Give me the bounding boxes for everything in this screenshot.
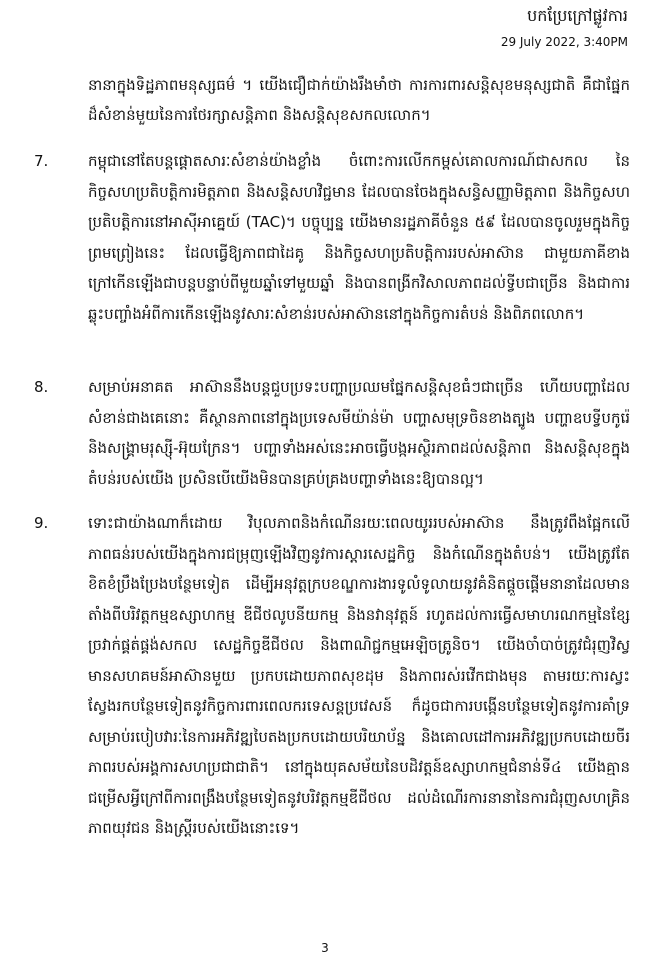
numbered-paragraph-7 (34, 146, 630, 329)
numbered-paragraph-8 (34, 372, 630, 494)
paragraph-number: 7. (34, 152, 49, 170)
paragraph-text: កម្ពុជានៅតែបន្តផ្តោតសារៈសំខាន់យ៉ាងខ្លាំង ចំពោះការលើកកម្ពស់គោលការណ៍ជាសកល នៃកិច្ចសហប្រតិបត្តិការមិត្តភាព និងសន្តិសហវិជ្ជមាន ដែលបានចែងក្នុងសន្ធិសញ្ញាមិត្តភាព និងកិច្ចសហប្រតិបត្តិការនៅអាស៊ីអាគ្នេយ៍ (TAC)។ បច្ចុប្បន្ន យើងមានរដ្ឋភាគីចំនួន ៥៩ ដែលបានចូលរួមក្នុងកិច្ចព្រមព្រៀងនេះ ដែលធ្វើឱ្យភាពជាដៃគូ និងកិច្ចសហប្រតិបត្តិការរបស់អាស៊ាន ជាមួយភាគីខាងក្រៅកើនឡើងជាបន្តបន្ទាប់ពីមួយឆ្នាំទៅមួយឆ្នាំ និងបានពង្រីកវិសាលភាពដល់ទ្វីបជាច្រើន និងជាការឆ្លុះបញ្ចាំងអំពីការកើនឡើងនូវសារៈសំខាន់របស់អាស៊ាននៅក្នុងកិច្ចការតំបន់ និងពិភពលោក។ (88, 152, 630, 323)
numbered-paragraph-9 (34, 508, 630, 844)
page-number: 3 (321, 941, 329, 955)
paragraph-text: សម្រាប់អនាគត អាស៊ាននឹងបន្តជួបប្រទះបញ្ហាប្រឈមផ្នែកសន្តិសុខធំៗជាច្រើន ហើយបញ្ហាដែលសំខាន់ជាងគេនោះ គឺស្ថានភាពនៅក្នុងប្រទេសមីយ៉ាន់ម៉ា បញ្ហាសមុទ្រចិនខាងត្បូង បញ្ហាឧបទ្វីបកូរ៉េ និងសង្គ្រាមរុស្ស៊ី-អ៊ុយក្រែន។ បញ្ហាទាំងអស់នេះអាចធ្វើបង្កអស្ថិរភាពដល់សន្តិភាព និងសន្តិសុខក្នុងតំបន់របស់យើង ប្រសិនបើយើងមិនបានគ្រប់គ្រងបញ្ហាទាំងនេះឱ្យបានល្អ។ (88, 378, 630, 488)
paragraph-text: ទោះជាយ៉ាងណាក៏ដោយ វិបុលភាពនិងកំណើនរយៈពេលយូររបស់អាស៊ាន នឹងត្រូវពឹងផ្អែកលើភាពធន់របស់យើងក្នុងការជម្រុញឡើងវិញនូវការស្តារសេដ្ឋកិច្ច និងកំណើនក្នុងតំបន់។ យើងត្រូវតែខិតខំប្រឹងប្រែងបន្ថែមទៀត ដើម្បីអនុវត្តក្របខណ្ឌការងារទូលំទូលាយនូវគំនិតផ្តួចផ្តើមនានាដែលមានតាំងពីបរិវត្តកម្មឧស្សាហកម្ម ឌីជីថលូបនីយកម្ម និងនវានុវត្តន៍ រហូតដល់ការធ្វើសមាហរណកម្មនៃខ្សែច្រវាក់ផ្គត់ផ្គង់សកល សេដ្ឋកិច្ចឌីជីថល និងពាណិជ្ជកម្មអេឡិចត្រូនិច។ យើងចាំបាច់ត្រូវជំរុញវិស្វមានសហគមន៍អាស៊ានមួយ ប្រកបដោយភាពសុខដុម និងភាពរស់រវើកជាងមុន តាមរយៈការស្វះស្វែងរកបន្ថែមទៀតនូវកិច្ចការពារពេលករទេសន្តប្រវេសន៍ ក៏ដូចជាការបង្កើនបន្ថែមទៀតនូវការគាំទ្រសម្រាប់របៀបវារៈនៃការអភិវឌ្ឍបៃតងប្រកបដោយបរិយាប័ន្ន និងគោលដៅការអភិវឌ្ឍប្រកបដោយចីរភាពរបស់អង្គការសហប្រជាជាតិ។ នៅក្នុងយុគសម័យនៃបដិវត្តន៍ឧស្សាហកម្មជំនាន់ទី៤ យើងគ្មានជម្រើសអ្វីក្រៅពីការពង្រឹងបន្ថែមទៀតនូវបរិវត្តកម្មឌីជីថល ដល់ដំណើរការនានានៃការជំរុញសហគ្រិនភាពយុវជន និងស្ត្រីរបស់យើងនោះទេ។ (88, 514, 630, 837)
continued-paragraph: នានាក្នុងទិដ្ឋភាពមនុស្សធម៌ ។ យើងជឿជាក់យ៉ាងរឹងមាំថា ការការពារសន្តិសុខមនុស្សជាតិ គឺជាផ្នែកដ៏សំខាន់មួយនៃការថែរក្សាសន្តិភាព និងសន្តិសុខសកលលោក។ (88, 76, 630, 124)
paragraph-number: 9. (34, 514, 49, 532)
document-date: 29 July 2022, 3:40PM (500, 35, 628, 49)
paragraph-number: 8. (34, 378, 49, 396)
unofficial-translation-label: បកប្រែក្រៅផ្លូវការ (527, 6, 628, 25)
document-header (501, 4, 628, 52)
